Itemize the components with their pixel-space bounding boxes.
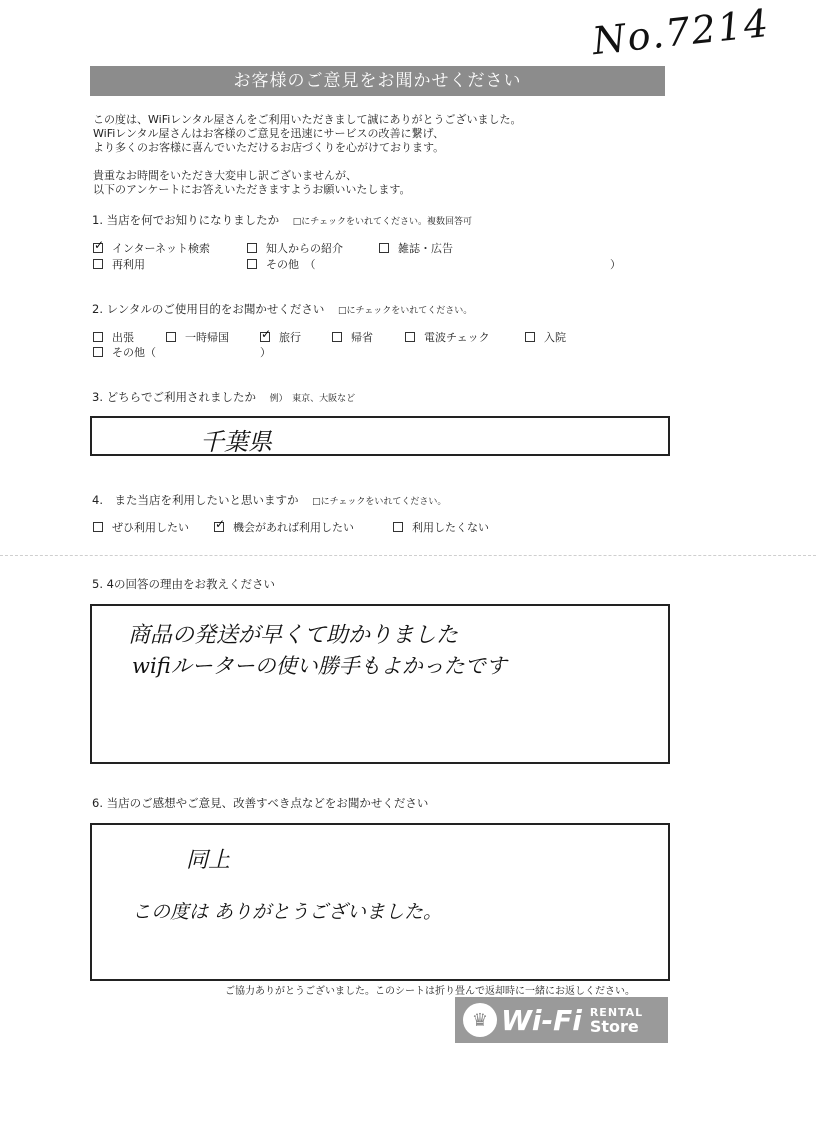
q4-option-no[interactable] [393,519,489,535]
page-title: お客様のご意見をお聞かせください [90,66,665,96]
q2-option-other[interactable] [93,344,156,360]
option-label: 一時帰国 [185,331,229,344]
checkbox[interactable] [166,332,176,342]
wifi-rental-store-logo [455,997,668,1043]
q2-option-hospital[interactable] [525,329,566,345]
q1-option-magazine[interactable] [379,240,453,256]
checkbox[interactable] [525,332,535,342]
option-label: 機会があれば利用したい [233,521,354,534]
question-6 [92,795,428,811]
checkbox[interactable] [93,332,103,342]
fold-line [0,555,816,556]
q2-option-visit-home[interactable] [332,329,373,345]
intro-line-3: より多くのお客様に喜んでいただけるお店づくりを心がけております。 [93,141,445,154]
crown-mascot-icon: ♛ [463,1003,497,1037]
option-label: 旅行 [279,331,301,344]
question-4-label: 4. また当店を利用したいと思いますか [92,493,299,507]
question-1-label: 1. 当店を何でお知りになりましたか [92,213,280,227]
question-2 [92,301,472,317]
checkbox-checked[interactable] [214,522,224,532]
question-1 [92,212,472,228]
option-label: 電波チェック [424,331,490,344]
question-5 [92,576,275,592]
option-label: その他（ [112,346,156,359]
question-3 [92,389,355,405]
q1-close-paren: ） [610,258,621,271]
question-3-note: 例） 東京、大阪など [269,394,356,404]
q3-answer-box[interactable] [90,416,670,456]
checkbox[interactable] [247,259,257,269]
question-3-label: 3. どちらでご利用されましたか [92,390,257,404]
intro-line-1: この度は、WiFiレンタル屋さんをご利用いただきまして誠にありがとうございました。 [93,113,522,126]
checkbox[interactable] [93,347,103,357]
q5-answer-box[interactable] [90,604,670,764]
intro-line-5: 以下のアンケートにお答えいただきますようお願いいたします。 [93,183,411,196]
option-label: 雑誌・広告 [398,242,453,255]
footer-note: ご協力ありがとうございました。このシートは折り畳んで返却時に一緒にお返しください。 [225,986,635,997]
question-4-note: □にチェックをいれてください。 [312,497,447,507]
q1-option-reuse[interactable] [93,256,145,272]
q2-option-travel[interactable] [260,329,301,345]
q1-option-internet[interactable] [93,240,210,256]
q6-answer-box[interactable] [90,823,670,981]
logo-store: Store [589,1017,639,1036]
checkbox[interactable] [405,332,415,342]
q2-option-business[interactable] [93,329,134,345]
q5-answer-line-1: 商品の発送が早くて助かりました [128,623,459,648]
q2-close-paren: ） [260,346,271,359]
option-label: 出張 [112,331,134,344]
q2-option-homecoming[interactable] [166,329,229,345]
intro-line-2: WiFiレンタル屋さんはお客様のご意見を迅速にサービスの改善に繋げ、 [93,127,445,140]
question-2-note: □にチェックをいれてください。 [338,306,473,316]
option-label: インターネット検索 [112,242,211,255]
checkbox[interactable] [93,522,103,532]
option-label: 利用したくない [412,521,489,534]
q4-option-if-chance[interactable] [214,519,354,535]
checkbox[interactable] [332,332,342,342]
q1-option-other[interactable] [247,256,316,272]
option-label: 知人からの紹介 [266,242,343,255]
q4-option-definitely[interactable] [93,519,189,535]
q2-option-signal-check[interactable] [405,329,490,345]
q1-option-referral[interactable] [247,240,343,256]
question-4 [92,492,446,508]
option-label: 入院 [544,331,566,344]
handwritten-id: No.7214 [590,0,773,64]
q5-answer-line-2: wifiルーターの使い勝手もよかったです [132,654,507,678]
checkbox[interactable] [247,243,257,253]
checkbox[interactable] [93,259,103,269]
intro-line-4: 貴重なお時間をいただき大変申し訳ございませんが、 [93,169,357,182]
checkbox[interactable] [393,522,403,532]
option-label: 帰省 [351,331,373,344]
checkbox-checked[interactable] [93,243,103,253]
option-label: ぜひ利用したい [112,521,189,534]
checkbox[interactable] [379,243,389,253]
question-1-note: □にチェックをいれてください。複数回答可 [292,217,473,227]
option-label: 再利用 [112,258,145,271]
question-6-label: 6. 当店のご感想やご意見、改善すべき点などをお聞かせください [92,796,429,810]
q6-answer-line-2: この度は ありがとうございました。 [132,901,443,923]
q6-answer-line-1: 同上 [186,848,231,873]
question-5-label: 5. 4の回答の理由をお教えください [92,577,275,591]
logo-wifi: Wi-Fi [501,1003,582,1037]
option-label: その他 （ [266,258,316,271]
question-2-label: 2. レンタルのご使用目的をお聞かせください [92,302,325,316]
q3-answer: 千葉県 [200,428,272,456]
logo-rental: RENTAL [589,1006,644,1019]
checkbox-checked[interactable] [260,332,270,342]
